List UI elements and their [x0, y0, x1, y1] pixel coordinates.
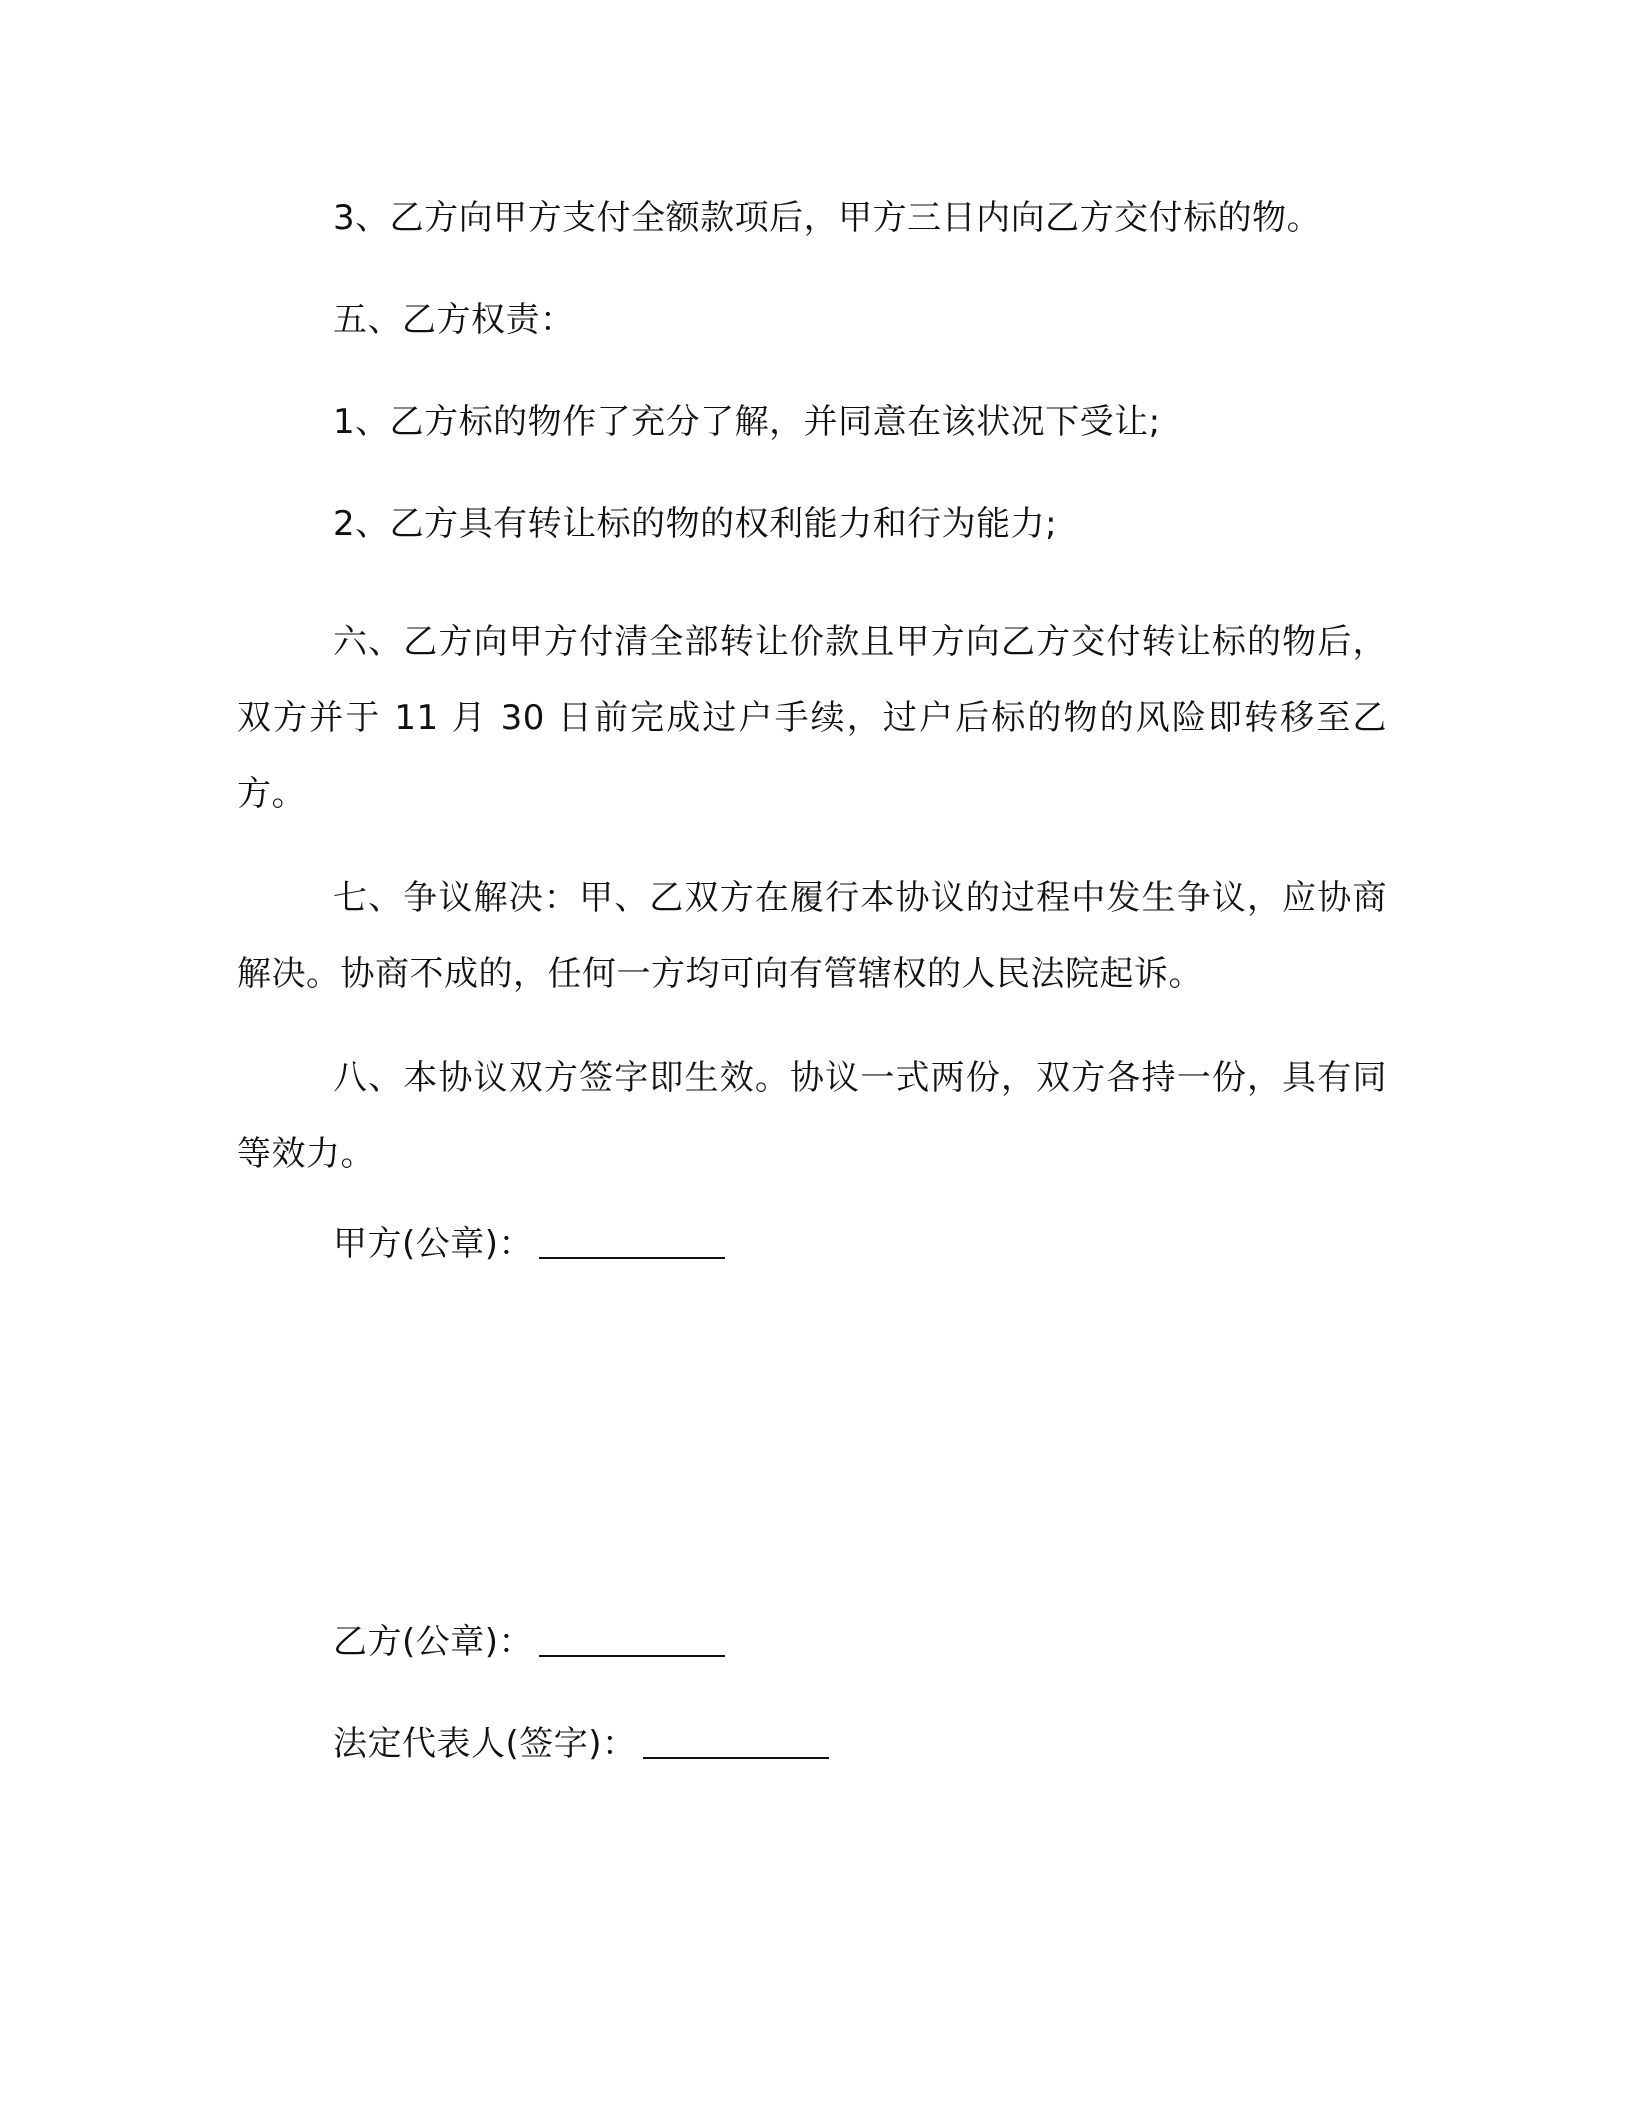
legal-rep-blank — [643, 1725, 829, 1759]
legal-rep-signature-line — [333, 1722, 1387, 1766]
party-b-blank — [539, 1623, 725, 1657]
clause-5-2: 2、乙方具有转让标的物的权利能力和行为能力; — [333, 504, 1058, 544]
section-8-paragraph: 八、本协议双方签字即生效。协议一式两份，双方各持一份，具有同等效力。 — [237, 1058, 1387, 1174]
clause-4-3: 3、乙方向甲方支付全额款项后，甲方三日内向乙方交付标的物。 — [333, 198, 1322, 238]
section-5-heading: 五、乙方权责： — [333, 300, 575, 340]
section-7-paragraph: 七、争议解决：甲、乙双方在履行本协议的过程中发生争议，应协商解决。协商不成的，任何一方均可向有管辖权的人民法院起诉。 — [237, 878, 1387, 994]
party-a-blank — [539, 1225, 725, 1259]
party-b-label: 乙方(公章)： — [333, 1622, 534, 1662]
party-b-signature-line — [333, 1620, 1387, 1664]
party-a-signature-line — [333, 1222, 1387, 1266]
legal-rep-label: 法定代表人(签字)： — [333, 1724, 637, 1764]
party-a-label: 甲方(公章)： — [333, 1224, 534, 1264]
clause-5-1: 1、乙方标的物作了充分了解，并同意在该状况下受让; — [333, 402, 1161, 442]
section-6-paragraph: 六、乙方向甲方付清全部转让价款且甲方向乙方交付转让标的物后，双方并于 11 月 30 日前完成过户手续，过户后标的物的风险即转移至乙方。 — [237, 622, 1387, 814]
